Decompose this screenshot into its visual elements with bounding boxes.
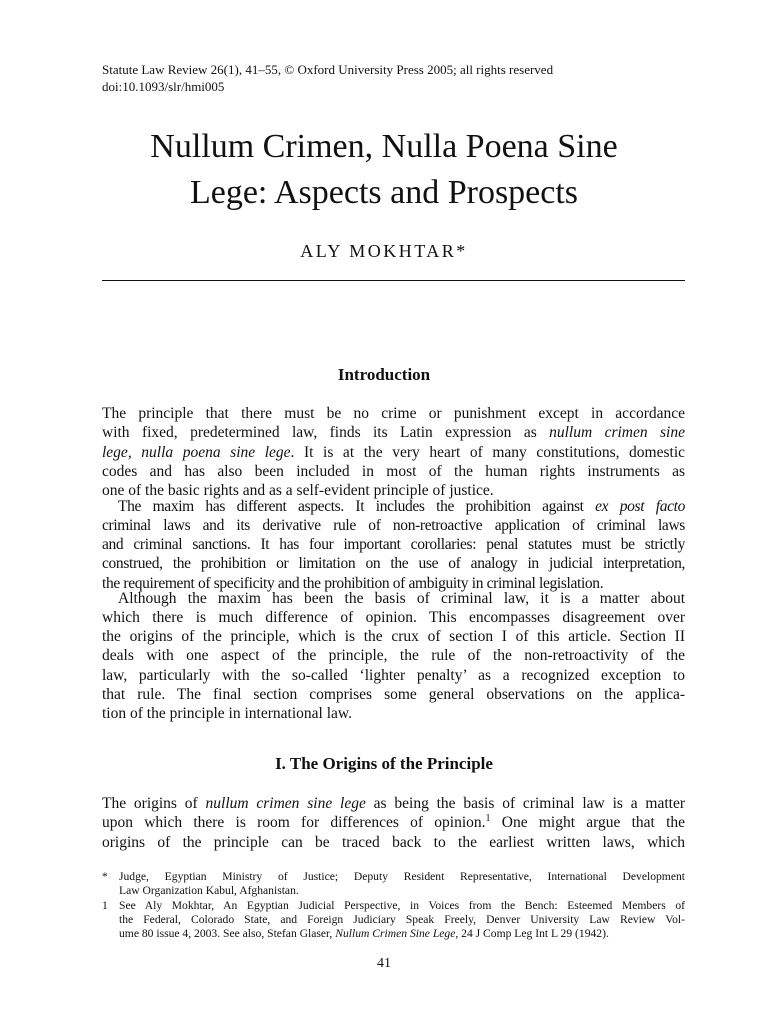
text-line: origins of the principle can be traced back to the earliest written laws, which bbox=[102, 833, 685, 851]
doi: doi:10.1093/slr/hmi005 bbox=[102, 79, 225, 94]
title-line-1: Nullum Crimen, Nulla Poena Sine bbox=[150, 128, 618, 165]
text-line: criminal laws and its derivative rule of non-retroactive application of criminal laws bbox=[102, 516, 685, 534]
footnote-author bbox=[102, 870, 685, 898]
text-line: upon which there is room for differences of opinion.$^1$ One might argue that the bbox=[102, 813, 686, 832]
text-line: codes and has also been included in most of the human rights instruments as bbox=[102, 462, 685, 480]
text-line: one of the basic rights and as a self-evident principle of justice. bbox=[102, 482, 494, 500]
footnote-line: Judge, Egyptian Ministry of Justice; Deputy Resident Representative, International Development bbox=[119, 870, 685, 883]
journal-header bbox=[102, 61, 702, 95]
author-name: ALY MOKHTAR* bbox=[300, 241, 468, 261]
footnote-line: See Aly Mokhtar, An Egyptian Judicial Perspective, in Voices from the Bench: Esteemed Members of bbox=[119, 898, 685, 912]
footnote-ref-1[interactable]: 1 bbox=[485, 813, 491, 825]
text-line: The maxim has different aspects. It includes the prohibition against ex post facto bbox=[118, 497, 685, 515]
text-line: which there is much difference of opinion. This encompasses disagreement over bbox=[102, 608, 685, 626]
text-line: with fixed, predetermined law, finds its Latin expression as nullum crimen sine bbox=[102, 424, 685, 442]
intro-paragraph-2 bbox=[102, 497, 685, 593]
footnote-mark: * bbox=[102, 870, 108, 883]
footnote-line: ume 80 issue 4, 2003. See also, Stefan Glaser, Nullum Crimen Sine Lege, 24 J Comp Leg Int L 29 (1942). bbox=[119, 926, 609, 940]
text-line: that rule. The final section comprises some general observations on the applica- bbox=[102, 685, 685, 703]
footnote-line: the Federal, Colorado State, and Foreign Judiciary Speak Freely, Denver University Law Review Vol- bbox=[119, 912, 685, 926]
heading-introduction: Introduction bbox=[337, 365, 431, 384]
intro-paragraph-1 bbox=[102, 404, 685, 500]
text-line: The origins of nullum crimen sine lege as being the basis of criminal law is a matter bbox=[102, 795, 685, 812]
section-1-paragraph-1 bbox=[102, 794, 685, 852]
text-line: tion of the principle in international law. bbox=[102, 705, 352, 723]
text-line: construed, the prohibition or limitation on the use of analogy in judicial interpretation, bbox=[102, 555, 685, 573]
journal-citation: Statute Law Review 26(1), 41–55, © Oxford University Press 2005; all rights reserved bbox=[102, 62, 554, 77]
text-line: the requirement of specificity and the prohibition of ambiguity in criminal legislation. bbox=[102, 574, 604, 592]
text-line: deals with one aspect of the principle, the rule of the non-retroactivity of the bbox=[102, 647, 685, 665]
text-line: The principle that there must be no crime or punishment except in accordance bbox=[102, 405, 685, 422]
text-line: the origins of the principle, which is the crux of section I of this article. Section II bbox=[102, 628, 685, 646]
text-line: lege, nulla poena sine lege. It is at the very heart of many constitutions, domestic bbox=[102, 443, 686, 461]
text-line: Although the maxim has been the basis of criminal law, it is a matter about bbox=[118, 589, 685, 607]
text-line: law, particularly with the so-called ‘lighter penalty’ as a recognized exception to bbox=[102, 666, 685, 684]
footnotes bbox=[102, 870, 685, 941]
article-title bbox=[84, 124, 684, 216]
heading-section-1: I. The Origins of the Principle bbox=[275, 754, 493, 773]
intro-paragraph-3 bbox=[102, 589, 685, 724]
title-line-2: Lege: Aspects and Prospects bbox=[189, 174, 579, 211]
page-number: 41 bbox=[377, 956, 391, 971]
title-divider bbox=[102, 280, 685, 281]
text-line: and criminal sanctions. It has four important corollaries: penal statutes must be strictly bbox=[102, 536, 685, 554]
footnote-line: Law Organization Kabul, Afghanistan. bbox=[119, 884, 299, 897]
footnote-1 bbox=[102, 899, 685, 941]
footnote-mark: 1 bbox=[102, 898, 108, 912]
